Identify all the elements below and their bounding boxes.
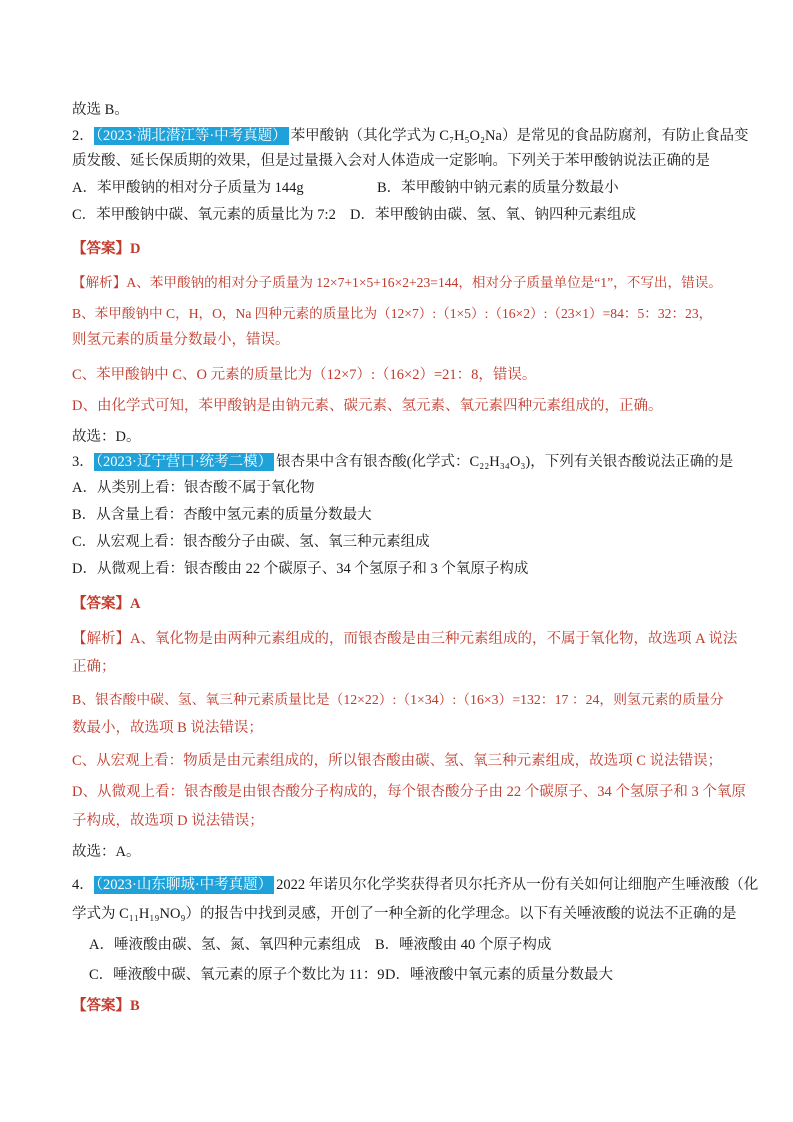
- question-2-option-a: A．苯甲酸钠的相对分子质量为 144g: [72, 180, 304, 196]
- question-4-stem-cont: 学式为 C₁₁H₁₉NO₉）的报告中找到灵感，开创了一种全新的化学理念。以下有关唾液酸的说法不正确的是: [72, 906, 737, 922]
- question-number: 4．: [72, 877, 94, 893]
- question-number: 3．: [72, 454, 94, 470]
- question-3-explanation-5: C、从宏观上看：物质是由元素组成的，所以银杏酸由碳、氢、氧三种元素组成，故选项 C 说法错误；: [72, 753, 723, 769]
- question-3-option-c: C．从宏观上看：银杏酸分子由碳、氢、氧三种元素组成: [72, 534, 430, 550]
- question-2-option-b: B．苯甲酸钠中钠元素的质量分数最小: [377, 180, 619, 196]
- source-tag[interactable]: （2023·辽宁营口·统考二模）: [95, 454, 273, 470]
- question-4-option-a: A．唾液酸由碳、氢、氮、氧四种元素组成: [89, 937, 361, 953]
- question-4-option-c: C．唾液酸中碳、氧元素的原子个数比为 11：9: [89, 967, 385, 983]
- question-3-explanation-7: 子构成，故选项 D 说法错误；: [72, 813, 264, 829]
- question-2-end: 故选：D。: [72, 429, 141, 445]
- question-3-option-b: B．从含量上看：杏酸中氢元素的质量分数最大: [72, 507, 372, 523]
- question-2-explanation-5: D、由化学式可知，苯甲酸钠是由钠元素、碳元素、氢元素、氧元素四种元素组成的，正确。: [72, 398, 663, 414]
- question-3-explanation-2: 正确；: [72, 659, 116, 675]
- question-2-option-d: D．苯甲酸钠由碳、氢、氧、钠四种元素组成: [350, 207, 636, 223]
- question-4-stem: 4． （2023·山东聊城·中考真题） 2022 年诺贝尔化学奖获得者贝尔托齐从一份有关如何让细胞产生唾液酸（化: [72, 877, 759, 893]
- question-2-stem: 2． （2023·湖北潜江等·中考真题） 苯甲酸钠（其化学式为 C₇H₅O₂Na）是常见的食品防腐剂，有防止食品变: [72, 128, 749, 144]
- question-2-answer: 【答案】D: [72, 241, 141, 257]
- question-2-explanation-4: C、苯甲酸钠中 C、O 元素的质量比为（12×7）:（16×2）=21：8，错误。: [72, 367, 537, 383]
- question-3-explanation-3: B、银杏酸中碳、氢、氧三种元素质量比是（12×22）:（1×34）:（16×3）=132：17 ：24，则氢元素的质量分: [72, 692, 724, 707]
- question-2-option-c: C．苯甲酸钠中碳、氧元素的质量比为 7:2: [72, 207, 336, 223]
- question-4-option-d: D．唾液酸中氧元素的质量分数最大: [385, 967, 613, 983]
- prev-answer-end: 故选 B。: [72, 102, 129, 118]
- question-2-explanation-2: B、苯甲酸钠中 C，H，O，Na 四种元素的质量比为（12×7）:（1×5）:（16×2）:（23×1）=84：5：32：23，: [72, 306, 713, 321]
- question-2-explanation-1: 【解析】A、苯甲酸钠的相对分子质量为 12×7+1×5+16×2+23=144，相对分子质量单位是“1”，不写出，错误。: [72, 275, 722, 290]
- question-3-option-a: A．从类别上看：银杏酸不属于氧化物: [72, 480, 315, 496]
- question-3-end: 故选：A。: [72, 844, 141, 860]
- question-2-explanation-3: 则氢元素的质量分数最小，错误。: [72, 332, 290, 348]
- question-3-stem: 3． （2023·辽宁营口·统考二模） 银杏果中含有银杏酸(化学式：C₂₂H₃₄O₃)，下列有关银杏酸说法正确的是: [72, 454, 734, 470]
- question-4-option-b: B．唾液酸由 40 个原子构成: [375, 937, 552, 953]
- question-3-option-d: D．从微观上看：银杏酸由 22 个碳原子、34 个氢原子和 3 个氧原子构成: [72, 561, 529, 577]
- question-number: 2．: [72, 128, 94, 144]
- question-3-explanation-1: 【解析】A、氧化物是由两种元素组成的，而银杏酸是由三种元素组成的，不属于氧化物，故选项 A 说法: [72, 631, 738, 647]
- question-3-explanation-4: 数最小，故选项 B 说法错误；: [72, 720, 263, 736]
- question-2-stem-cont: 质发酸、延长保质期的效果，但是过量摄入会对人体造成一定影响。下列关于苯甲酸钠说法正确的是: [72, 153, 710, 169]
- question-3-answer: 【答案】A: [72, 596, 141, 612]
- question-3-explanation-6: D、从微观上看：银杏酸是由银杏酸分子构成的，每个银杏酸分子由 22 个碳原子、34 个氢原子和 3 个氧原: [72, 784, 746, 800]
- question-4-answer: 【答案】B: [72, 998, 140, 1014]
- source-tag[interactable]: （2023·湖北潜江等·中考真题）: [95, 128, 287, 144]
- source-tag[interactable]: （2023·山东聊城·中考真题）: [95, 877, 273, 893]
